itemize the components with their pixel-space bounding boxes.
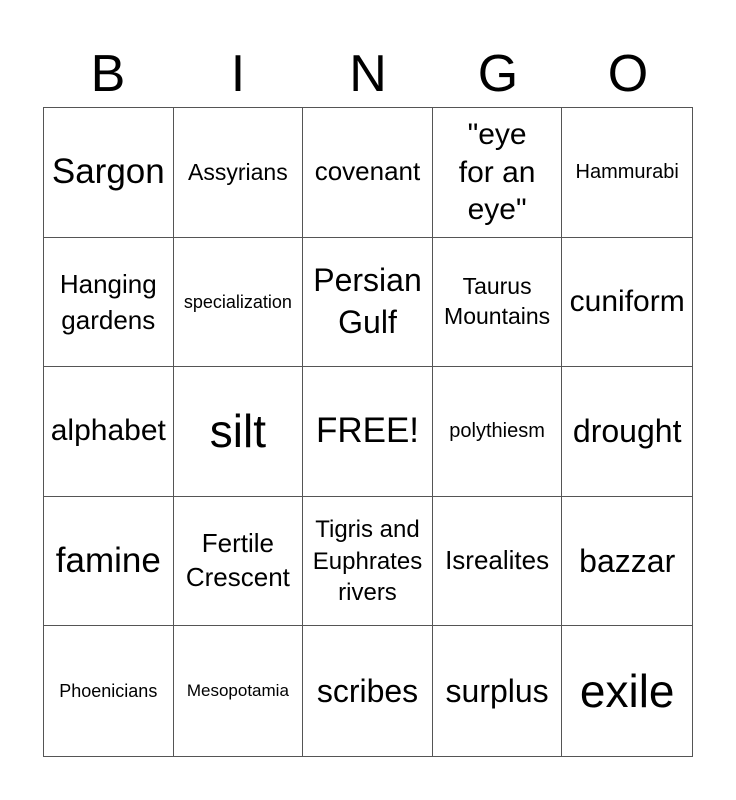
bingo-cell[interactable] [303, 497, 433, 627]
bingo-cell-label: silt [209, 405, 266, 458]
bingo-cell-label: bazzar [579, 542, 676, 579]
bingo-header [43, 42, 693, 106]
bingo-cell[interactable] [174, 238, 304, 368]
bingo-cell[interactable] [433, 497, 563, 627]
bingo-cell[interactable] [303, 108, 433, 238]
bingo-cell[interactable] [562, 626, 692, 756]
bingo-cell-label: drought [572, 413, 682, 450]
header-letter-o: O [607, 45, 649, 103]
bingo-cell[interactable] [562, 108, 692, 238]
bingo-cell-label: Persian Gulf [313, 262, 422, 340]
bingo-cell[interactable] [174, 626, 304, 756]
bingo-card [43, 107, 693, 757]
bingo-cell[interactable] [44, 497, 174, 627]
bingo-cell[interactable] [303, 367, 433, 497]
bingo-cell-label: surplus [445, 672, 549, 709]
bingo-cell-label: Isrealites [445, 545, 550, 576]
bingo-cell[interactable] [562, 238, 692, 368]
bingo-cell[interactable] [174, 497, 304, 627]
bingo-cell[interactable] [433, 367, 563, 497]
bingo-cell[interactable] [44, 626, 174, 756]
bingo-cell[interactable] [433, 238, 563, 368]
bingo-cell-label: Mesopotamia [186, 681, 289, 701]
bingo-cell-label: exile [579, 664, 675, 717]
bingo-cell-label: Assyrians [188, 159, 288, 186]
bingo-cell[interactable] [303, 626, 433, 756]
bingo-cell-label: Phoenicians [59, 680, 158, 701]
bingo-cell[interactable] [174, 367, 304, 497]
bingo-cell-label: Tigris and Euphrates rivers [312, 516, 423, 606]
header-letter-n: N [349, 45, 387, 103]
bingo-cell-label: Hammurabi [575, 160, 679, 183]
bingo-cell[interactable] [44, 367, 174, 497]
bingo-cell[interactable] [303, 238, 433, 368]
bingo-cell-label: specialization [183, 291, 292, 312]
bingo-cell-label: Sargon [51, 152, 165, 192]
header-letter-i: I [230, 45, 246, 103]
bingo-cell[interactable] [174, 108, 304, 238]
bingo-cell[interactable] [562, 497, 692, 627]
header-letter-g: G [477, 45, 519, 103]
bingo-cell[interactable] [44, 238, 174, 368]
bingo-cell[interactable] [44, 108, 174, 238]
bingo-cell-label: polythiesm [449, 419, 545, 442]
bingo-cell-label: Fertile Crescent [185, 528, 290, 593]
header-letter-b: B [90, 45, 126, 103]
bingo-cell-label: covenant [314, 156, 421, 187]
bingo-cell-label: scribes [316, 672, 419, 709]
free-space: FREE! [315, 411, 420, 451]
bingo-cell-label: Taurus Mountains [444, 273, 551, 329]
bingo-cell[interactable] [433, 108, 563, 238]
bingo-cell-label: cuniform [569, 284, 685, 318]
bingo-cell-label: Hanging gardens [59, 268, 157, 335]
bingo-cell-label: famine [55, 540, 161, 580]
bingo-cell-label: "eye for an eye" [458, 118, 536, 227]
bingo-cell-label: alphabet [50, 414, 166, 448]
bingo-cell[interactable] [433, 626, 563, 756]
bingo-cell[interactable] [562, 367, 692, 497]
